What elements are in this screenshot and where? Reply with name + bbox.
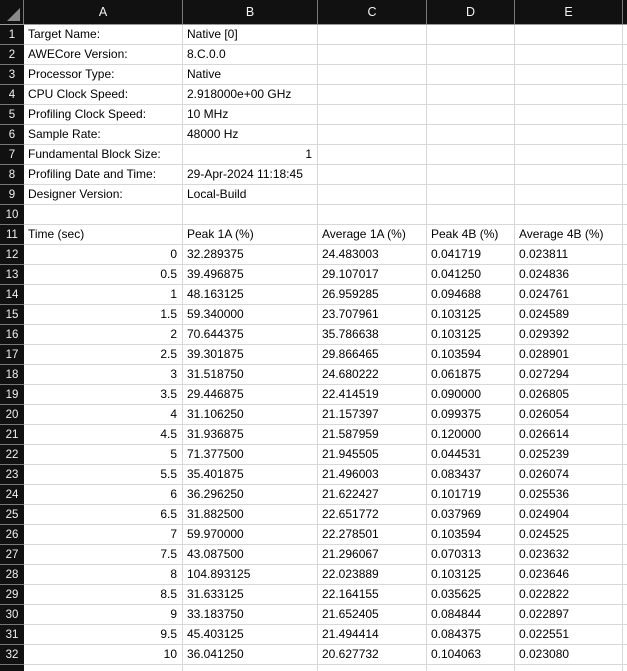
cell-A27[interactable]: 7.5 xyxy=(24,545,183,565)
cell-partial[interactable] xyxy=(183,665,318,671)
row-header-19[interactable]: 19 xyxy=(0,385,24,405)
sheet-row xyxy=(0,545,627,565)
cell-B9[interactable]: Local-Build xyxy=(183,185,318,205)
cell-B23[interactable]: 35.401875 xyxy=(183,465,318,485)
cell-B32[interactable]: 36.041250 xyxy=(183,645,318,665)
cell-C2[interactable] xyxy=(318,45,427,65)
sheet-row xyxy=(0,105,627,125)
cell-E27[interactable]: 0.023632 xyxy=(515,545,623,565)
cell-E28[interactable]: 0.023646 xyxy=(515,565,623,585)
sheet-row xyxy=(0,345,627,365)
cell-A28[interactable]: 8 xyxy=(24,565,183,585)
row-header-14[interactable]: 14 xyxy=(0,285,24,305)
column-header-E[interactable]: E xyxy=(515,0,623,24)
cell-B16[interactable]: 70.644375 xyxy=(183,325,318,345)
cell-B4[interactable]: 2.918000e+00 GHz xyxy=(183,85,318,105)
cell-B25[interactable]: 31.882500 xyxy=(183,505,318,525)
row-header-6[interactable]: 6 xyxy=(0,125,24,145)
cell-C14[interactable]: 26.959285 xyxy=(318,285,427,305)
cell-A3[interactable]: Processor Type: xyxy=(24,65,183,85)
cell-B10[interactable] xyxy=(183,205,318,225)
select-all-corner[interactable] xyxy=(0,0,24,24)
row-header-12[interactable]: 12 xyxy=(0,245,24,265)
cell-A23[interactable]: 5.5 xyxy=(24,465,183,485)
cell-B26[interactable]: 59.970000 xyxy=(183,525,318,545)
cell-sliver xyxy=(623,425,627,445)
cell-sliver xyxy=(623,645,627,665)
row-header-28[interactable]: 28 xyxy=(0,565,24,585)
cell-D3[interactable] xyxy=(427,65,515,85)
sheet-body xyxy=(0,25,627,671)
cell-C31[interactable]: 21.494414 xyxy=(318,625,427,645)
cell-sliver xyxy=(623,565,627,585)
cell-C15[interactable]: 23.707961 xyxy=(318,305,427,325)
row-header-31[interactable]: 31 xyxy=(0,625,24,645)
cell-E16[interactable]: 0.029392 xyxy=(515,325,623,345)
cell-A5[interactable]: Profiling Clock Speed: xyxy=(24,105,183,125)
sheet-row xyxy=(0,205,627,225)
row-header-3[interactable]: 3 xyxy=(0,65,24,85)
cell-A31[interactable]: 9.5 xyxy=(24,625,183,645)
cell-D5[interactable] xyxy=(427,105,515,125)
column-header-C[interactable]: C xyxy=(318,0,427,24)
cell-A2[interactable]: AWECore Version: xyxy=(24,45,183,65)
cell-C13[interactable]: 29.107017 xyxy=(318,265,427,285)
cell-E3[interactable] xyxy=(515,65,623,85)
cell-E8[interactable] xyxy=(515,165,623,185)
cell-A4[interactable]: CPU Clock Speed: xyxy=(24,85,183,105)
sheet-row xyxy=(0,485,627,505)
row-header-7[interactable]: 7 xyxy=(0,145,24,165)
cell-A19[interactable]: 3.5 xyxy=(24,385,183,405)
cell-E32[interactable]: 0.023080 xyxy=(515,645,623,665)
cell-D20[interactable]: 0.099375 xyxy=(427,405,515,425)
cell-B15[interactable]: 59.340000 xyxy=(183,305,318,325)
cell-C1[interactable] xyxy=(318,25,427,45)
cell-E10[interactable] xyxy=(515,205,623,225)
sheet-row xyxy=(0,145,627,165)
cell-sliver xyxy=(623,225,627,245)
cell-sliver xyxy=(623,485,627,505)
cell-sliver xyxy=(623,125,627,145)
cell-sliver xyxy=(623,325,627,345)
row-header-22[interactable]: 22 xyxy=(0,445,24,465)
sheet-row xyxy=(0,465,627,485)
cell-D10[interactable] xyxy=(427,205,515,225)
cell-B31[interactable]: 45.403125 xyxy=(183,625,318,645)
cell-C23[interactable]: 21.496003 xyxy=(318,465,427,485)
cell-A16[interactable]: 2 xyxy=(24,325,183,345)
cell-B21[interactable]: 31.936875 xyxy=(183,425,318,445)
cell-A24[interactable]: 6 xyxy=(24,485,183,505)
row-header-18[interactable]: 18 xyxy=(0,365,24,385)
sheet-row xyxy=(0,445,627,465)
row-header-17[interactable]: 17 xyxy=(0,345,24,365)
cell-A18[interactable]: 3 xyxy=(24,365,183,385)
cell-sliver xyxy=(623,605,627,625)
cell-sliver xyxy=(623,405,627,425)
cell-E30[interactable]: 0.022897 xyxy=(515,605,623,625)
sheet-row xyxy=(0,365,627,385)
cell-B18[interactable]: 31.518750 xyxy=(183,365,318,385)
cell-A20[interactable]: 4 xyxy=(24,405,183,425)
cell-sliver xyxy=(623,265,627,285)
row-header-5[interactable]: 5 xyxy=(0,105,24,125)
cell-D28[interactable]: 0.103125 xyxy=(427,565,515,585)
cell-E26[interactable]: 0.024525 xyxy=(515,525,623,545)
cell-C19[interactable]: 22.414519 xyxy=(318,385,427,405)
row-header-2[interactable]: 2 xyxy=(0,45,24,65)
cell-sliver xyxy=(623,205,627,225)
cell-E13[interactable]: 0.024836 xyxy=(515,265,623,285)
cell-sliver xyxy=(623,105,627,125)
cell-D17[interactable]: 0.103594 xyxy=(427,345,515,365)
cell-sliver xyxy=(623,45,627,65)
cell-sliver xyxy=(623,445,627,465)
cell-E14[interactable]: 0.024761 xyxy=(515,285,623,305)
cell-D11[interactable]: Peak 4B (%) xyxy=(427,225,515,245)
cell-A11[interactable]: Time (sec) xyxy=(24,225,183,245)
row-header-27[interactable]: 27 xyxy=(0,545,24,565)
cell-E21[interactable]: 0.026614 xyxy=(515,425,623,445)
cell-E18[interactable]: 0.027294 xyxy=(515,365,623,385)
cell-sliver xyxy=(623,465,627,485)
cell-A1[interactable]: Target Name: xyxy=(24,25,183,45)
cell-A15[interactable]: 1.5 xyxy=(24,305,183,325)
cell-B13[interactable]: 39.496875 xyxy=(183,265,318,285)
sheet-row xyxy=(0,85,627,105)
cell-D18[interactable]: 0.061875 xyxy=(427,365,515,385)
cell-sliver xyxy=(623,25,627,45)
cell-D6[interactable] xyxy=(427,125,515,145)
sheet-row xyxy=(0,645,627,665)
cell-sliver xyxy=(623,145,627,165)
cell-sliver xyxy=(623,245,627,265)
cell-D27[interactable]: 0.070313 xyxy=(427,545,515,565)
cell-C25[interactable]: 22.651772 xyxy=(318,505,427,525)
sheet-row xyxy=(0,625,627,645)
cell-D31[interactable]: 0.084375 xyxy=(427,625,515,645)
cell-E2[interactable] xyxy=(515,45,623,65)
sheet-row-partial xyxy=(0,665,627,671)
cell-E20[interactable]: 0.026054 xyxy=(515,405,623,425)
cell-sliver xyxy=(623,525,627,545)
sheet-row xyxy=(0,505,627,525)
cell-E25[interactable]: 0.024904 xyxy=(515,505,623,525)
cell-B6[interactable]: 48000 Hz xyxy=(183,125,318,145)
cell-B24[interactable]: 36.296250 xyxy=(183,485,318,505)
cell-E6[interactable] xyxy=(515,125,623,145)
cell-A10[interactable] xyxy=(24,205,183,225)
sheet-row xyxy=(0,585,627,605)
row-header-24[interactable]: 24 xyxy=(0,485,24,505)
cell-sliver xyxy=(623,165,627,185)
cell-E9[interactable] xyxy=(515,185,623,205)
row-header-13[interactable]: 13 xyxy=(0,265,24,285)
cell-sliver xyxy=(623,665,627,671)
row-header-1[interactable]: 1 xyxy=(0,25,24,45)
sheet-row xyxy=(0,185,627,205)
cell-D22[interactable]: 0.044531 xyxy=(427,445,515,465)
cell-B1[interactable]: Native [0] xyxy=(183,25,318,45)
cell-B17[interactable]: 39.301875 xyxy=(183,345,318,365)
sheet-row xyxy=(0,25,627,45)
cell-sliver xyxy=(623,365,627,385)
sheet-row xyxy=(0,385,627,405)
cell-C6[interactable] xyxy=(318,125,427,145)
cell-C20[interactable]: 21.157397 xyxy=(318,405,427,425)
sheet-row xyxy=(0,285,627,305)
row-header-21[interactable]: 21 xyxy=(0,425,24,445)
cell-sliver xyxy=(623,185,627,205)
cell-D29[interactable]: 0.035625 xyxy=(427,585,515,605)
cell-B30[interactable]: 33.183750 xyxy=(183,605,318,625)
sheet-row xyxy=(0,65,627,85)
sheet-row xyxy=(0,565,627,585)
cell-D2[interactable] xyxy=(427,45,515,65)
cell-C18[interactable]: 24.680222 xyxy=(318,365,427,385)
cell-D30[interactable]: 0.084844 xyxy=(427,605,515,625)
cell-E23[interactable]: 0.026074 xyxy=(515,465,623,485)
cell-sliver xyxy=(623,305,627,325)
sheet-row xyxy=(0,425,627,445)
cell-C32[interactable]: 20.627732 xyxy=(318,645,427,665)
cell-D25[interactable]: 0.037969 xyxy=(427,505,515,525)
cell-C7[interactable] xyxy=(318,145,427,165)
column-header-B[interactable]: B xyxy=(183,0,318,24)
row-header-30[interactable]: 30 xyxy=(0,605,24,625)
row-header-20[interactable]: 20 xyxy=(0,405,24,425)
cell-A29[interactable]: 8.5 xyxy=(24,585,183,605)
cell-E19[interactable]: 0.026805 xyxy=(515,385,623,405)
cell-sliver xyxy=(623,285,627,305)
cell-sliver xyxy=(623,505,627,525)
cell-C24[interactable]: 21.622427 xyxy=(318,485,427,505)
cell-B7[interactable]: 1 xyxy=(183,145,318,165)
sheet-row xyxy=(0,605,627,625)
cell-partial[interactable] xyxy=(427,665,515,671)
cell-C26[interactable]: 22.278501 xyxy=(318,525,427,545)
cell-sliver xyxy=(623,65,627,85)
sheet-row xyxy=(0,125,627,145)
cell-B3[interactable]: Native xyxy=(183,65,318,85)
cell-partial[interactable] xyxy=(515,665,623,671)
cell-B20[interactable]: 31.106250 xyxy=(183,405,318,425)
cell-E17[interactable]: 0.028901 xyxy=(515,345,623,365)
cell-A25[interactable]: 6.5 xyxy=(24,505,183,525)
sheet-row xyxy=(0,165,627,185)
cell-B14[interactable]: 48.163125 xyxy=(183,285,318,305)
cell-C4[interactable] xyxy=(318,85,427,105)
cell-E31[interactable]: 0.022551 xyxy=(515,625,623,645)
cell-D23[interactable]: 0.083437 xyxy=(427,465,515,485)
cell-C29[interactable]: 22.164155 xyxy=(318,585,427,605)
cell-E7[interactable] xyxy=(515,145,623,165)
cell-D15[interactable]: 0.103125 xyxy=(427,305,515,325)
sheet-row xyxy=(0,525,627,545)
sheet-row xyxy=(0,305,627,325)
cell-C8[interactable] xyxy=(318,165,427,185)
sheet-row xyxy=(0,405,627,425)
row-header-8[interactable]: 8 xyxy=(0,165,24,185)
sheet-row xyxy=(0,245,627,265)
cell-B27[interactable]: 43.087500 xyxy=(183,545,318,565)
cell-sliver xyxy=(623,385,627,405)
cell-B29[interactable]: 31.633125 xyxy=(183,585,318,605)
cell-B5[interactable]: 10 MHz xyxy=(183,105,318,125)
cell-E29[interactable]: 0.022822 xyxy=(515,585,623,605)
row-header-25[interactable]: 25 xyxy=(0,505,24,525)
cell-E5[interactable] xyxy=(515,105,623,125)
cell-A22[interactable]: 5 xyxy=(24,445,183,465)
cell-A9[interactable]: Designer Version: xyxy=(24,185,183,205)
cell-C3[interactable] xyxy=(318,65,427,85)
cell-D9[interactable] xyxy=(427,185,515,205)
cell-C16[interactable]: 35.786638 xyxy=(318,325,427,345)
cell-C9[interactable] xyxy=(318,185,427,205)
cell-D24[interactable]: 0.101719 xyxy=(427,485,515,505)
cell-partial[interactable] xyxy=(24,665,183,671)
cell-E15[interactable]: 0.024589 xyxy=(515,305,623,325)
row-header-15[interactable]: 15 xyxy=(0,305,24,325)
column-header-row xyxy=(0,0,627,25)
cell-A32[interactable]: 10 xyxy=(24,645,183,665)
cell-B12[interactable]: 32.289375 xyxy=(183,245,318,265)
cell-C12[interactable]: 24.483003 xyxy=(318,245,427,265)
cell-A13[interactable]: 0.5 xyxy=(24,265,183,285)
row-header-23[interactable]: 23 xyxy=(0,465,24,485)
cell-D13[interactable]: 0.041250 xyxy=(427,265,515,285)
cell-E22[interactable]: 0.025239 xyxy=(515,445,623,465)
cell-B22[interactable]: 71.377500 xyxy=(183,445,318,465)
cell-E24[interactable]: 0.025536 xyxy=(515,485,623,505)
row-header-16[interactable]: 16 xyxy=(0,325,24,345)
cell-D7[interactable] xyxy=(427,145,515,165)
cell-A8[interactable]: Profiling Date and Time: xyxy=(24,165,183,185)
cell-A7[interactable]: Fundamental Block Size: xyxy=(24,145,183,165)
cell-A14[interactable]: 1 xyxy=(24,285,183,305)
cell-C17[interactable]: 29.866465 xyxy=(318,345,427,365)
cell-D4[interactable] xyxy=(427,85,515,105)
cell-C21[interactable]: 21.587959 xyxy=(318,425,427,445)
cell-C10[interactable] xyxy=(318,205,427,225)
cell-sliver xyxy=(623,545,627,565)
cell-D8[interactable] xyxy=(427,165,515,185)
cell-D32[interactable]: 0.104063 xyxy=(427,645,515,665)
cell-A21[interactable]: 4.5 xyxy=(24,425,183,445)
cell-E1[interactable] xyxy=(515,25,623,45)
cell-D16[interactable]: 0.103125 xyxy=(427,325,515,345)
column-header-A[interactable]: A xyxy=(24,0,183,24)
column-header-D[interactable]: D xyxy=(427,0,515,24)
cell-B11[interactable]: Peak 1A (%) xyxy=(183,225,318,245)
cell-D26[interactable]: 0.103594 xyxy=(427,525,515,545)
cell-partial[interactable] xyxy=(318,665,427,671)
column-header-sliver xyxy=(623,0,627,24)
row-header-11[interactable]: 11 xyxy=(0,225,24,245)
cell-E4[interactable] xyxy=(515,85,623,105)
cell-B19[interactable]: 29.446875 xyxy=(183,385,318,405)
sheet-row xyxy=(0,45,627,65)
row-header-29[interactable]: 29 xyxy=(0,585,24,605)
cell-C22[interactable]: 21.945505 xyxy=(318,445,427,465)
cell-C27[interactable]: 21.296067 xyxy=(318,545,427,565)
row-header-26[interactable]: 26 xyxy=(0,525,24,545)
cell-B28[interactable]: 104.893125 xyxy=(183,565,318,585)
row-header-9[interactable]: 9 xyxy=(0,185,24,205)
cell-C28[interactable]: 22.023889 xyxy=(318,565,427,585)
cell-B8[interactable]: 29-Apr-2024 11:18:45 xyxy=(183,165,318,185)
cell-B2[interactable]: 8.C.0.0 xyxy=(183,45,318,65)
row-header-4[interactable]: 4 xyxy=(0,85,24,105)
cell-D19[interactable]: 0.090000 xyxy=(427,385,515,405)
cell-A26[interactable]: 7 xyxy=(24,525,183,545)
cell-E11[interactable]: Average 4B (%) xyxy=(515,225,623,245)
cell-sliver xyxy=(623,625,627,645)
cell-D21[interactable]: 0.120000 xyxy=(427,425,515,445)
cell-D1[interactable] xyxy=(427,25,515,45)
row-header-32[interactable]: 32 xyxy=(0,645,24,665)
select-all-triangle-icon xyxy=(7,8,20,21)
cell-sliver xyxy=(623,585,627,605)
cell-D14[interactable]: 0.094688 xyxy=(427,285,515,305)
cell-C30[interactable]: 21.652405 xyxy=(318,605,427,625)
cell-E12[interactable]: 0.023811 xyxy=(515,245,623,265)
cell-A30[interactable]: 9 xyxy=(24,605,183,625)
cell-A12[interactable]: 0 xyxy=(24,245,183,265)
cell-A6[interactable]: Sample Rate: xyxy=(24,125,183,145)
cell-C5[interactable] xyxy=(318,105,427,125)
row-header-10[interactable]: 10 xyxy=(0,205,24,225)
cell-A17[interactable]: 2.5 xyxy=(24,345,183,365)
cell-sliver xyxy=(623,345,627,365)
sheet-row xyxy=(0,225,627,245)
cell-sliver xyxy=(623,85,627,105)
sheet-row xyxy=(0,265,627,285)
row-header-partial xyxy=(0,665,24,671)
sheet-row xyxy=(0,325,627,345)
cell-D12[interactable]: 0.041719 xyxy=(427,245,515,265)
cell-C11[interactable]: Average 1A (%) xyxy=(318,225,427,245)
